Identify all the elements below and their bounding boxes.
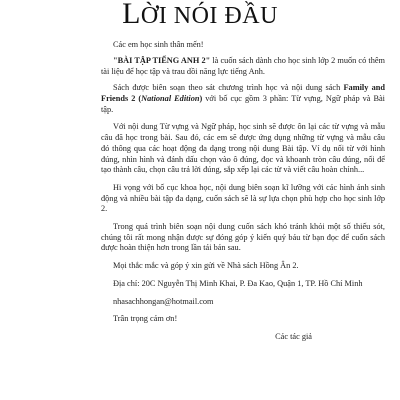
paragraph-structure-text-after: với bố cục gồm 3 phần: Từ vựng, Ngữ pháp và Bài tập. (101, 94, 385, 114)
paragraph-feedback: Trong quá trình biên soạn nội dung cuốn sách khó tránh khỏi một số thiếu sót, chúng tôi rất mong nhận được sự đóng góp ý kiến quý báu từ bạn đọc để cuốn sách được hoàn thiện hơn trong lần tái bản sau. (101, 222, 385, 253)
preface-body (101, 40, 385, 343)
edition-close-paren: ) (199, 94, 203, 103)
paragraph-content: Với nội dung Từ vựng và Ngữ pháp, học sinh sẽ được ôn lại các từ vựng và mẫu câu đã học trong bài. Sau đó, các em sẽ được ứng dụng những từ vựng và mẫu câu đó thông qua các hoạt động đa dạng trong nội dung Bài tập. Ví dụ nối từ với hình đúng, nhìn hình và đánh dấu chọn vào ô đúng, đọc và khoanh tròn câu đúng, nối để tạo thành câu, chọn câu trả lời đúng, sắp xếp lại các từ và viết câu hoàn chỉnh... (101, 122, 385, 175)
paragraph-intro (101, 56, 385, 77)
paragraph-structure-text-before: Sách được biên soạn theo sát chương trình học và nội dung sách (113, 83, 344, 93)
contact-email: nhasachhongan@hotmail.com (113, 296, 214, 306)
contact-address: Địa chỉ: 20C Nguyễn Thị Minh Khai, P. Đa Kao, Quận 1, TP. Hồ Chí Minh (113, 278, 363, 288)
thanks-line: Trân trọng cảm ơn! (113, 314, 178, 324)
page-title-rest: ỜI NÓI ĐẦU (140, 3, 278, 29)
page-title-initial: L (122, 0, 141, 30)
edition-open-paren: ( (135, 94, 142, 103)
paragraph-structure (101, 83, 385, 115)
greeting: Các em học sinh thân mến! (113, 40, 204, 49)
book-title: "BÀI TẬP TIẾNG ANH 2" (113, 56, 211, 66)
reference-book-edition: National Edition (141, 94, 200, 103)
signature: Các tác giả (275, 331, 312, 341)
page-title (0, 0, 400, 30)
paragraph-intro-text: là cuốn sách dành cho học sinh lớp 2 muốn có thêm tài liệu để học tập và trau dồi năng lực tiếng Anh. (101, 56, 385, 76)
contact-intro: Mọi thắc mắc và góp ý xin gửi về Nhà sách Hồng Ân 2. (113, 261, 299, 271)
paragraph-hope: Hi vọng với bố cục khoa học, nội dung biên soạn kĩ lưỡng với các hình ảnh sinh động và nhiều bài tập đa dạng, cuốn sách sẽ là sự lựa chọn phù hợp cho học sinh lớp 2. (101, 182, 385, 214)
reference-book-name: Family and Friends 2 (101, 83, 385, 103)
